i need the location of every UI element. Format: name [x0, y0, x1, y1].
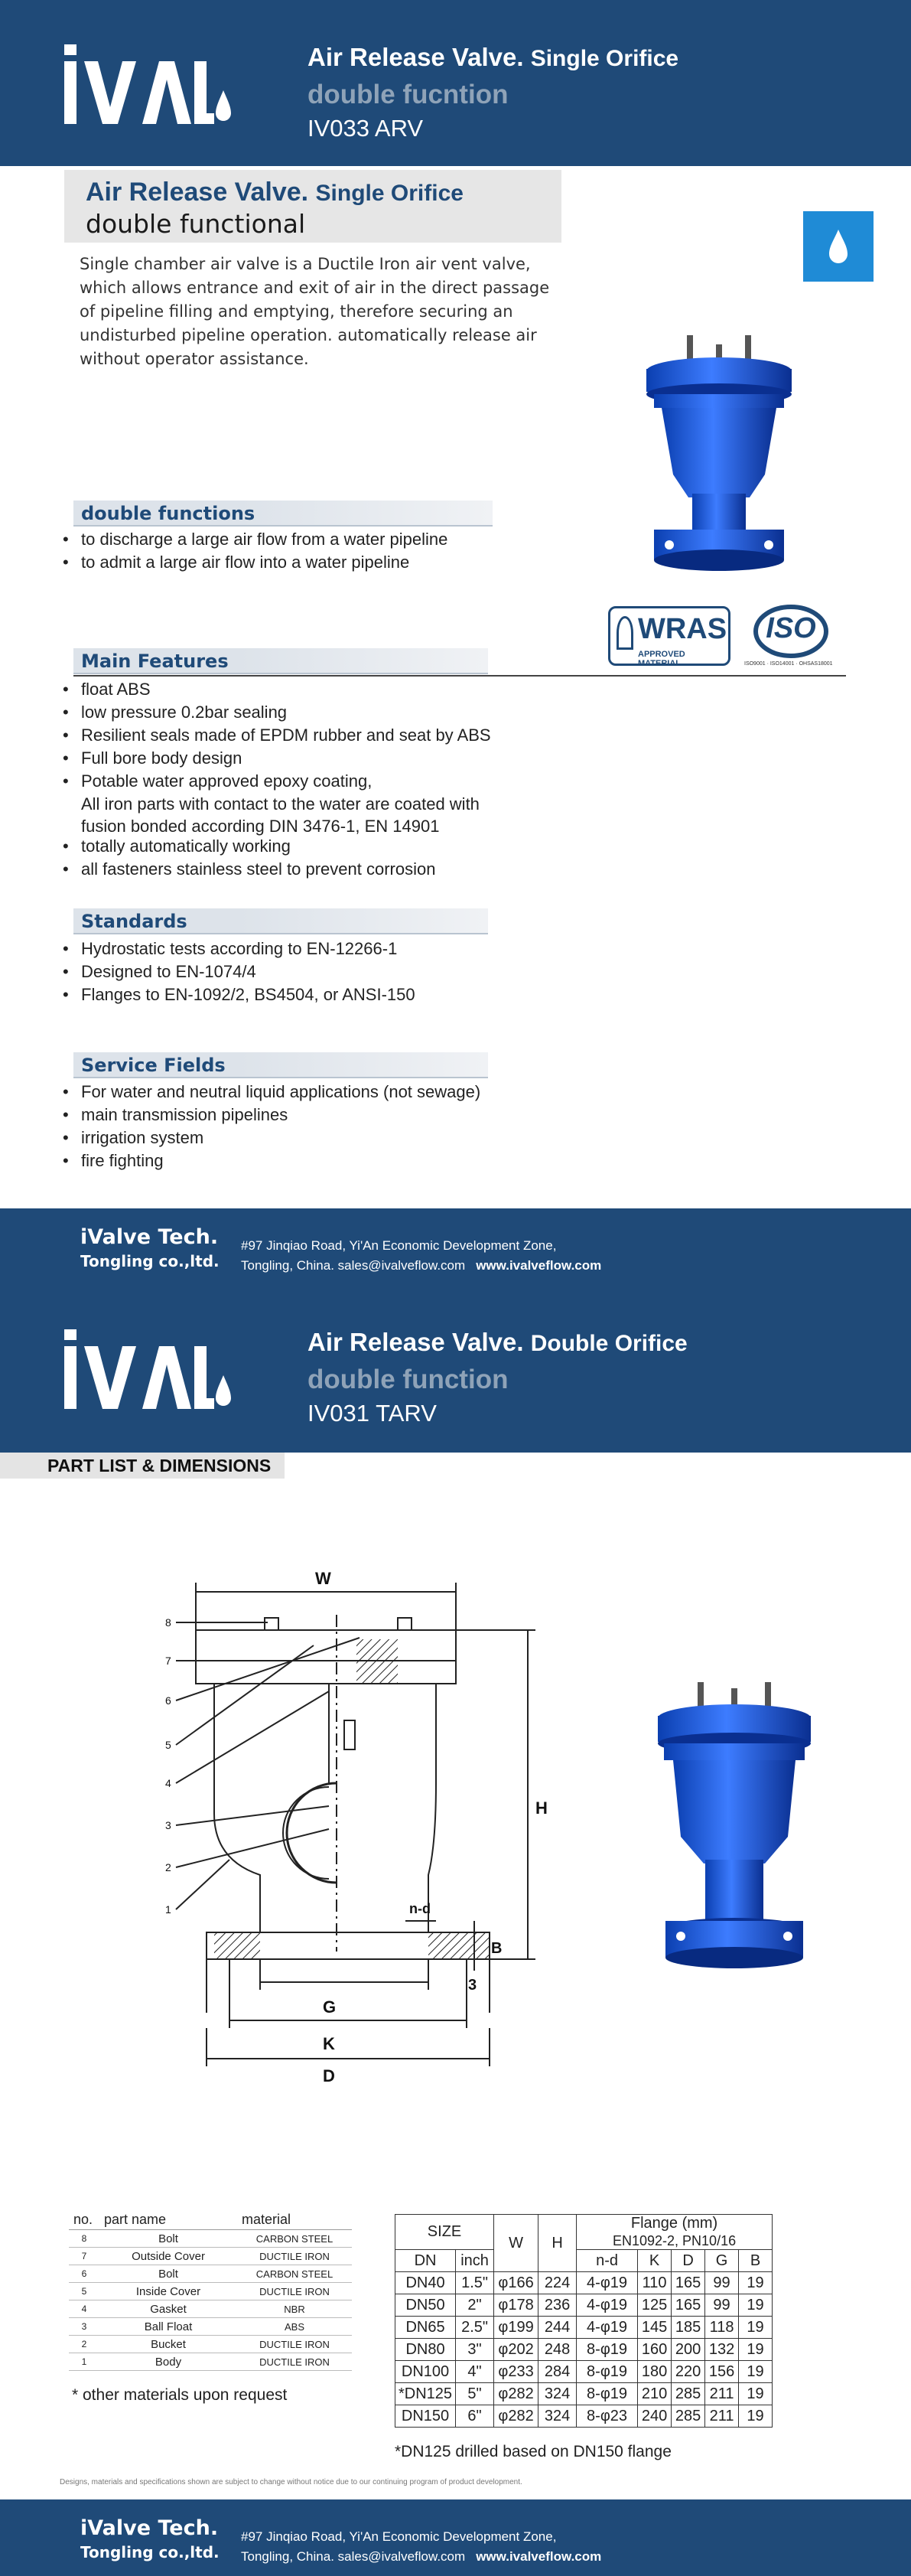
dimensions-table: [395, 2214, 773, 2428]
divider: [73, 675, 846, 677]
list-item: • to discharge a large air flow from a water pipeline: [61, 528, 447, 551]
table-row: 1 Body DUCTILE IRON: [69, 2353, 352, 2371]
footer-company: iValve Tech. Tongling co.,ltd.: [80, 2516, 220, 2561]
footer-address: #97 Jinqiao Road, Yi'An Economic Development Zone, Tongling, China. sales@ivalveflow.com www.ivalveflow.com: [241, 2529, 602, 2564]
table-header-row: EN1092-2, PN10/16: [395, 2233, 773, 2250]
table-row: 4 Gasket NBR: [69, 2300, 352, 2318]
dim-label-3: 3: [468, 1977, 477, 1994]
parts-table: [69, 2210, 352, 2371]
table-row: 2 Bucket DUCTILE IRON: [69, 2336, 352, 2353]
list-item: • irrigation system: [61, 1127, 480, 1149]
footer-website-link[interactable]: www.ivalveflow.com: [476, 1258, 602, 1273]
table-header-row: SIZE W H Flange (mm): [395, 2215, 773, 2233]
list-item: • low pressure 0.2bar sealing: [61, 701, 491, 724]
part-callout: 5: [165, 1739, 171, 1751]
part-list-heading: PART LIST & DIMENSIONS: [0, 1453, 285, 1479]
section-main-features: Main Features: [73, 648, 488, 674]
part-callout: 8: [165, 1616, 171, 1629]
section-service-fields: Service Fields: [73, 1052, 488, 1078]
list-item: • float ABS: [61, 678, 491, 701]
section-standards: Standards: [73, 908, 488, 934]
table-row: 5 Inside Cover DUCTILE IRON: [69, 2283, 352, 2300]
table-row: DN100 4" φ233 284 8-φ19 180 220 156 19: [395, 2361, 773, 2383]
table-row: DN40 1.5" φ166 224 4-φ19 110 165 99 19: [395, 2272, 773, 2294]
page2-header: [0, 1285, 911, 1453]
list-item: • fire fighting: [61, 1149, 480, 1172]
part-callout: 7: [165, 1655, 171, 1667]
list-item: • main transmission pipelines: [61, 1104, 480, 1127]
dn125-note: *DN125 drilled based on DN150 flange: [395, 2443, 672, 2460]
part-callout: 6: [165, 1694, 171, 1707]
table-row: 6 Bolt CARBON STEEL: [69, 2265, 352, 2283]
list-item: • all fasteners stainless steel to prevent corrosion: [61, 858, 435, 881]
materials-note: * other materials upon request: [72, 2386, 288, 2404]
service-fields-list: [61, 1081, 480, 1172]
table-header-row: DN inch n-d K D G B: [395, 2250, 773, 2272]
valve-product-image: [643, 1668, 826, 1990]
ival-logo: [63, 44, 235, 129]
main-features-list-cont: [61, 835, 435, 881]
part-callout: 4: [165, 1777, 171, 1789]
standards-list: [61, 937, 415, 1006]
list-item: • totally automatically working: [61, 835, 435, 858]
section-double-functions: double functions: [73, 501, 493, 527]
coating-detail: All iron parts with contact to the water are coated with fusion bonded according DIN 3476-1, EN 14901: [81, 794, 480, 836]
technical-drawing: [145, 1554, 574, 2143]
dim-label-w: W: [315, 1569, 331, 1588]
header-subtitle: double function: [307, 1365, 509, 1394]
intro-paragraph: Single chamber air valve is a Ductile Iron air vent valve, which allows entrance and exit of air in the direct passage of pipeline filling and emptying, therefore securing an undisturbed pipeline operation. automatically release air without operator assistance.: [80, 255, 550, 368]
water-drop-badge: [803, 211, 874, 282]
footer-address: #97 Jinqiao Road, Yi'An Economic Development Zone, Tongling, China. sales@ivalveflow.com www.ivalveflow.com: [241, 1238, 602, 1273]
dim-label-b: B: [491, 1940, 503, 1957]
table-header-row: no. part name material: [69, 2210, 352, 2230]
list-item: • to admit a large air flow into a water pipeline: [61, 551, 447, 574]
part-callout: 1: [165, 1903, 171, 1916]
page2-footer: [0, 2499, 911, 2576]
iso-badge: ISO ISO9001 · ISO14001 · OHSAS18001: [749, 603, 833, 672]
page1-footer: [0, 1208, 911, 1285]
table-row: DN80 3" φ202 248 8-φ19 160 200 132 19: [395, 2339, 773, 2361]
list-item: • Designed to EN-1074/4: [61, 960, 415, 983]
table-row: DN65 2.5" φ199 244 4-φ19 145 185 118 19: [395, 2317, 773, 2339]
list-item: • Resilient seals made of EPDM rubber and seat by ABS: [61, 724, 491, 747]
table-row: *DN125 5" φ282 324 8-φ19 210 285 211 19: [395, 2383, 773, 2405]
disclaimer: Designs, materials and specifications shown are subject to change without notice due to our continuing program of product development.: [60, 2478, 522, 2486]
footer-website-link[interactable]: www.ivalveflow.com: [476, 2549, 602, 2564]
footer-company: iValve Tech. Tongling co.,ltd.: [80, 1225, 220, 1270]
header-subtitle: double fucntion: [307, 80, 509, 109]
header-model: IV031 TARV: [307, 1400, 437, 1427]
list-item: • Potable water approved epoxy coating,: [61, 770, 491, 793]
wras-mark-icon: [617, 616, 633, 650]
table-row: 7 Outside Cover DUCTILE IRON: [69, 2248, 352, 2265]
double-functions-list: [61, 528, 447, 574]
dim-label-k: K: [323, 2034, 335, 2053]
dim-label-d: D: [323, 2066, 335, 2085]
part-callout: 2: [165, 1861, 171, 1873]
header-title: Air Release Valve. Double Orifice: [307, 1328, 688, 1356]
product-title: Air Release Valve. Single Orifice: [86, 178, 464, 207]
header-title: Air Release Valve. Single Orifice: [307, 43, 679, 71]
list-item: • Flanges to EN-1092/2, BS4504, or ANSI-150: [61, 983, 415, 1006]
product-title-line2: double functional: [86, 209, 306, 239]
water-drop-icon: [803, 211, 874, 282]
valve-product-image: [627, 321, 811, 589]
list-item: • Hydrostatic tests according to EN-12266-1: [61, 937, 415, 960]
dim-label-g: G: [323, 1997, 337, 2017]
list-item: • For water and neutral liquid applications (not sewage): [61, 1081, 480, 1104]
main-features-list: [61, 678, 491, 793]
list-item: • Full bore body design: [61, 747, 491, 770]
wras-badge: WRAS APPROVED MATERIAL: [608, 606, 730, 666]
part-callout: 3: [165, 1819, 171, 1831]
table-row: DN150 6" φ282 324 8-φ23 240 285 211 19: [395, 2405, 773, 2428]
table-row: 8 Bolt CARBON STEEL: [69, 2230, 352, 2248]
table-row: DN50 2" φ178 236 4-φ19 125 165 99 19: [395, 2294, 773, 2317]
ival-logo: [63, 1329, 235, 1414]
dim-label-h: H: [535, 1798, 548, 1818]
header-model: IV033 ARV: [307, 115, 424, 142]
table-row: 3 Ball Float ABS: [69, 2318, 352, 2336]
dim-label-nd: n-d: [409, 1901, 431, 1916]
page1-header: [0, 0, 911, 166]
